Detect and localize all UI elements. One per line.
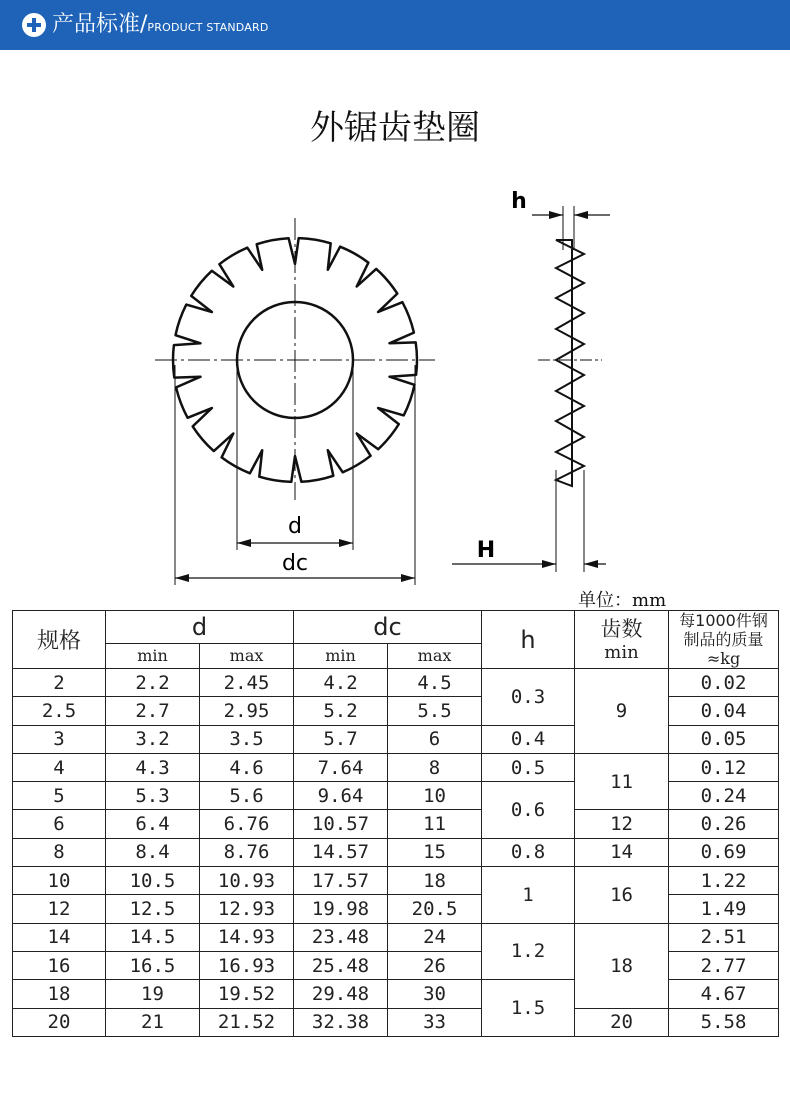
banner-title-text: 产品标准/ bbox=[52, 12, 148, 37]
dc-arrow-right bbox=[401, 574, 415, 582]
cell-spec: 8 bbox=[13, 838, 106, 866]
cell-d-max: 12.93 bbox=[200, 895, 294, 923]
cell-h: 0.8 bbox=[482, 838, 575, 866]
cell-d-max: 16.93 bbox=[200, 951, 294, 979]
H-arrow-left bbox=[542, 560, 556, 568]
cell-d-min: 16.5 bbox=[106, 951, 200, 979]
cell-d-max: 19.52 bbox=[200, 980, 294, 1008]
h-arrow-right bbox=[574, 211, 588, 219]
unit-label: 单位：mm bbox=[578, 590, 667, 611]
cell-dc-min: 19.98 bbox=[294, 895, 388, 923]
cell-d-max: 5.6 bbox=[200, 782, 294, 810]
dc-label: dc bbox=[281, 551, 309, 576]
cell-h: 0.6 bbox=[482, 782, 575, 839]
cell-teeth: 14 bbox=[575, 838, 669, 866]
header-mass-line2: 制品的质量 bbox=[683, 630, 764, 649]
cell-d-min: 12.5 bbox=[106, 895, 200, 923]
H-arrow-right bbox=[584, 560, 598, 568]
header-dc: dc bbox=[294, 611, 482, 644]
side-view-profile bbox=[556, 240, 584, 486]
cell-dc-max: 15 bbox=[388, 838, 482, 866]
cell-h: 0.4 bbox=[482, 725, 575, 753]
cell-d-min: 4.3 bbox=[106, 753, 200, 781]
cell-mass: 0.02 bbox=[669, 669, 779, 697]
cell-spec: 3 bbox=[13, 725, 106, 753]
cell-mass: 5.58 bbox=[669, 1008, 779, 1036]
cell-mass: 0.69 bbox=[669, 838, 779, 866]
header-mass-line3: ≈kg bbox=[706, 649, 741, 668]
cell-d-max: 3.5 bbox=[200, 725, 294, 753]
header-dc-max: max bbox=[388, 643, 482, 668]
cell-dc-min: 5.7 bbox=[294, 725, 388, 753]
cell-dc-min: 7.64 bbox=[294, 753, 388, 781]
header-teeth-min: min bbox=[604, 641, 639, 663]
cell-d-min: 6.4 bbox=[106, 810, 200, 838]
cell-mass: 1.22 bbox=[669, 867, 779, 895]
header-mass bbox=[669, 611, 779, 669]
cell-spec: 18 bbox=[13, 980, 106, 1008]
cell-d-min: 5.3 bbox=[106, 782, 200, 810]
header-h: h bbox=[482, 611, 575, 669]
table-row bbox=[13, 867, 779, 895]
cell-h: 1 bbox=[482, 867, 575, 924]
cell-mass: 0.26 bbox=[669, 810, 779, 838]
table-row bbox=[13, 810, 779, 838]
table-row bbox=[13, 753, 779, 781]
cell-h: 0.3 bbox=[482, 669, 575, 726]
cell-dc-max: 26 bbox=[388, 951, 482, 979]
cell-dc-min: 29.48 bbox=[294, 980, 388, 1008]
cell-spec: 12 bbox=[13, 895, 106, 923]
cell-d-min: 19 bbox=[106, 980, 200, 1008]
cell-d-min: 2.2 bbox=[106, 669, 200, 697]
cell-mass: 0.04 bbox=[669, 697, 779, 725]
cell-dc-min: 9.64 bbox=[294, 782, 388, 810]
cell-d-min: 10.5 bbox=[106, 867, 200, 895]
cell-d-min: 14.5 bbox=[106, 923, 200, 951]
cell-spec: 20 bbox=[13, 1008, 106, 1036]
header-mass-line1: 每1000件钢 bbox=[679, 611, 768, 630]
cell-dc-max: 33 bbox=[388, 1008, 482, 1036]
table-row bbox=[13, 923, 779, 951]
cell-teeth: 18 bbox=[575, 923, 669, 1008]
cell-d-max: 4.6 bbox=[200, 753, 294, 781]
plus-circle-icon bbox=[22, 13, 46, 37]
d-arrow-right bbox=[339, 539, 353, 547]
cell-h: 0.5 bbox=[482, 753, 575, 781]
d-label: d bbox=[288, 514, 302, 539]
cell-dc-min: 23.48 bbox=[294, 923, 388, 951]
cell-dc-max: 18 bbox=[388, 867, 482, 895]
cell-mass: 2.77 bbox=[669, 951, 779, 979]
cell-spec: 14 bbox=[13, 923, 106, 951]
cell-d-max: 14.93 bbox=[200, 923, 294, 951]
cell-d-max: 2.95 bbox=[200, 697, 294, 725]
header-d-min: min bbox=[106, 643, 200, 668]
header-teeth-label: 齿数 bbox=[600, 616, 643, 641]
H-label: H bbox=[476, 538, 496, 563]
cell-d-max: 10.93 bbox=[200, 867, 294, 895]
cell-mass: 2.51 bbox=[669, 923, 779, 951]
page-title: 外锯齿垫圈 bbox=[310, 108, 480, 148]
header-d-max: max bbox=[200, 643, 294, 668]
washer-drawing bbox=[0, 180, 790, 590]
cell-dc-max: 11 bbox=[388, 810, 482, 838]
cell-d-max: 8.76 bbox=[200, 838, 294, 866]
cell-mass: 0.24 bbox=[669, 782, 779, 810]
cell-spec: 6 bbox=[13, 810, 106, 838]
cell-teeth: 11 bbox=[575, 753, 669, 810]
cell-dc-min: 4.2 bbox=[294, 669, 388, 697]
cell-dc-min: 17.57 bbox=[294, 867, 388, 895]
cell-dc-min: 14.57 bbox=[294, 838, 388, 866]
header-banner bbox=[0, 0, 790, 50]
cell-dc-max: 6 bbox=[388, 725, 482, 753]
h-label: h bbox=[511, 189, 527, 214]
header-spec: 规格 bbox=[13, 611, 106, 669]
table-row bbox=[13, 669, 779, 697]
d-arrow-left bbox=[237, 539, 251, 547]
banner-subtitle: PRODUCT STANDARD bbox=[147, 21, 269, 34]
cell-mass: 1.49 bbox=[669, 895, 779, 923]
cell-dc-min: 10.57 bbox=[294, 810, 388, 838]
cell-d-min: 2.7 bbox=[106, 697, 200, 725]
table-row bbox=[13, 838, 779, 866]
cell-dc-max: 8 bbox=[388, 753, 482, 781]
h-arrow-left bbox=[549, 211, 563, 219]
cell-d-max: 2.45 bbox=[200, 669, 294, 697]
cell-dc-max: 10 bbox=[388, 782, 482, 810]
cell-h: 1.5 bbox=[482, 980, 575, 1037]
cell-teeth: 20 bbox=[575, 1008, 669, 1036]
spec-table bbox=[12, 610, 779, 1037]
table-row bbox=[13, 1008, 779, 1036]
cell-dc-max: 24 bbox=[388, 923, 482, 951]
cell-d-min: 3.2 bbox=[106, 725, 200, 753]
dc-arrow-left bbox=[175, 574, 189, 582]
banner-title bbox=[52, 12, 269, 41]
cell-h: 1.2 bbox=[482, 923, 575, 980]
header-d: d bbox=[106, 611, 294, 644]
cell-d-max: 21.52 bbox=[200, 1008, 294, 1036]
cell-dc-max: 20.5 bbox=[388, 895, 482, 923]
cell-spec: 2 bbox=[13, 669, 106, 697]
cell-teeth: 12 bbox=[575, 810, 669, 838]
cell-dc-max: 4.5 bbox=[388, 669, 482, 697]
cell-dc-min: 5.2 bbox=[294, 697, 388, 725]
cell-teeth: 16 bbox=[575, 867, 669, 924]
cell-spec: 16 bbox=[13, 951, 106, 979]
cell-d-max: 6.76 bbox=[200, 810, 294, 838]
cell-mass: 4.67 bbox=[669, 980, 779, 1008]
cell-dc-min: 25.48 bbox=[294, 951, 388, 979]
cell-d-min: 8.4 bbox=[106, 838, 200, 866]
cell-dc-max: 5.5 bbox=[388, 697, 482, 725]
header-dc-min: min bbox=[294, 643, 388, 668]
header-teeth bbox=[575, 611, 669, 669]
cell-mass: 0.12 bbox=[669, 753, 779, 781]
cell-dc-min: 32.38 bbox=[294, 1008, 388, 1036]
cell-spec: 10 bbox=[13, 867, 106, 895]
cell-mass: 0.05 bbox=[669, 725, 779, 753]
cell-spec: 2.5 bbox=[13, 697, 106, 725]
cell-spec: 5 bbox=[13, 782, 106, 810]
cell-teeth: 9 bbox=[575, 669, 669, 754]
cell-d-min: 21 bbox=[106, 1008, 200, 1036]
cell-dc-max: 30 bbox=[388, 980, 482, 1008]
cell-spec: 4 bbox=[13, 753, 106, 781]
